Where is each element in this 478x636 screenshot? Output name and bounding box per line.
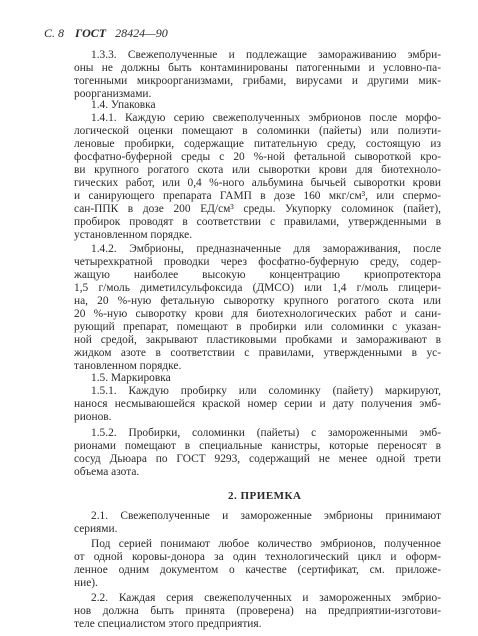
paragraph-line: рионов. [74,411,112,423]
paragraph-line: сосуд Дьюара по ГОСТ 9293, содержащий не менее одной трети [74,452,441,465]
paragraph-line: нов должна быть принята (проверена) на предприятии-изготови- [74,604,441,617]
section-heading: 2. ПРИЕМКА [228,489,302,502]
paragraph-line: 1.4.1. Каждую серию свежеполученных эмбрионов после морфо- [91,112,441,125]
paragraph-line: 2.2. Каждая серия свежеполученных и замороженных эмбрио- [91,591,441,604]
paragraph-line: оны не должны быть контаминированы патогенными и условно-па- [74,62,441,74]
paragraph-line: ние). [74,577,98,590]
subsection-title: 1.5. Маркировка [91,372,171,384]
page-header [44,26,168,41]
paragraph-line: тогенными микроорганизмами, грибами, вирусами и другими мик- [74,75,441,87]
paragraph-line: 1.5.1. Каждую пробирку или соломинку (пайету) маркируют, [91,385,441,397]
paragraph-line: ной средой, закрывают пластиковыми пробками и замораживают в [74,333,441,346]
paragraph-line: пробирок проводят в соответствии с правилами, утвержденными в [74,216,441,229]
paragraph-line: от одной коровы-донора за один технологический цикл и оформ- [74,551,441,564]
paragraph-line: Под серией понимают любое количество эмбрионов, полученное [91,538,441,551]
paragraph-line: сериями. [74,523,118,536]
paragraph-line: теле специалистом этого предприятия. [74,617,262,630]
paragraph-line: ленное одним документом о качестве (сертификат, см. приложе- [74,564,441,577]
paragraph-line: 20 %-ную сыворотку крови для биотехнологических работ и сани- [74,307,441,320]
paragraph-line: леновые пробирки, содержащие питательную среду, состоящую из [74,138,441,151]
paragraph-line: жащую наиболее высокую концентрацию криопротектора [74,269,441,281]
subsection-title: 1.4. Упаковка [91,99,156,112]
paragraph-line: 1.4.2. Эмбрионы, предназначенные для замораживания, после [91,243,441,255]
paragraph-line: четырехкратной проводки через фосфатно-буферную среду, содер- [74,256,441,268]
paragraph-line: гических работ, или 0,4 %-ного альбумина бычьей сыворотки крови [74,177,441,190]
standard-code: 28424—90 [115,26,168,40]
paragraph-line: объема азота. [74,465,140,478]
paragraph-line: рионами помещают в специальные канистры, которые переносят в [74,439,441,452]
paragraph-line: и санирующего препарата ГАМП в дозе 160 мкг/см³, или спермо- [74,190,441,203]
paragraph-line: 1,5 г/моль диметилсульфоксида (ДМСО) или 1,4 г/моль глицери- [74,282,441,294]
standard-label: ГОСТ [75,26,107,40]
page-number: С. 8 [44,26,65,40]
paragraph-line: 1.3.3. Свежеполученные и подлежащие замораживанию эмбри- [91,49,441,61]
paragraph-line: установленном порядке. [74,229,193,242]
paragraph-line: ви крупного рогатого скота или сыворотки крови для биотехноло- [74,164,441,177]
paragraph-line: роорганизмами. [74,88,152,100]
paragraph-line: жидком азоте в соответствии с правилами, утвержденными в ус- [74,346,441,359]
paragraph-line: на, 20 %-ную фетальную сыворотку крупного рогатого скота или [74,295,441,307]
paragraph-line: логической оценки помещают в соломинки (пайеты) или полиэти- [74,125,441,138]
paragraph-line: нанося несмываюшейся краской номер серии и дату получения эмб- [74,398,441,410]
paragraph-line: рующий препарат, помещают в пробирки или соломинки с указан- [74,320,441,333]
paragraph-line: 1.5.2. Пробирки, соломинки (пайеты) с замороженными эмб- [91,426,441,439]
paragraph-line: сан-ППК в дозе 200 ЕД/см³ среды. Укупорку соломинок (пайет), [74,203,441,216]
paragraph-line: фосфатно-буферной среды с 20 %-ной фетальной сывороткой кро- [74,151,441,164]
paragraph-line: тановленном порядке. [74,359,182,372]
paragraph-line: 2.1. Свежеполученные и замороженные эмбрионы принимают [91,510,441,523]
